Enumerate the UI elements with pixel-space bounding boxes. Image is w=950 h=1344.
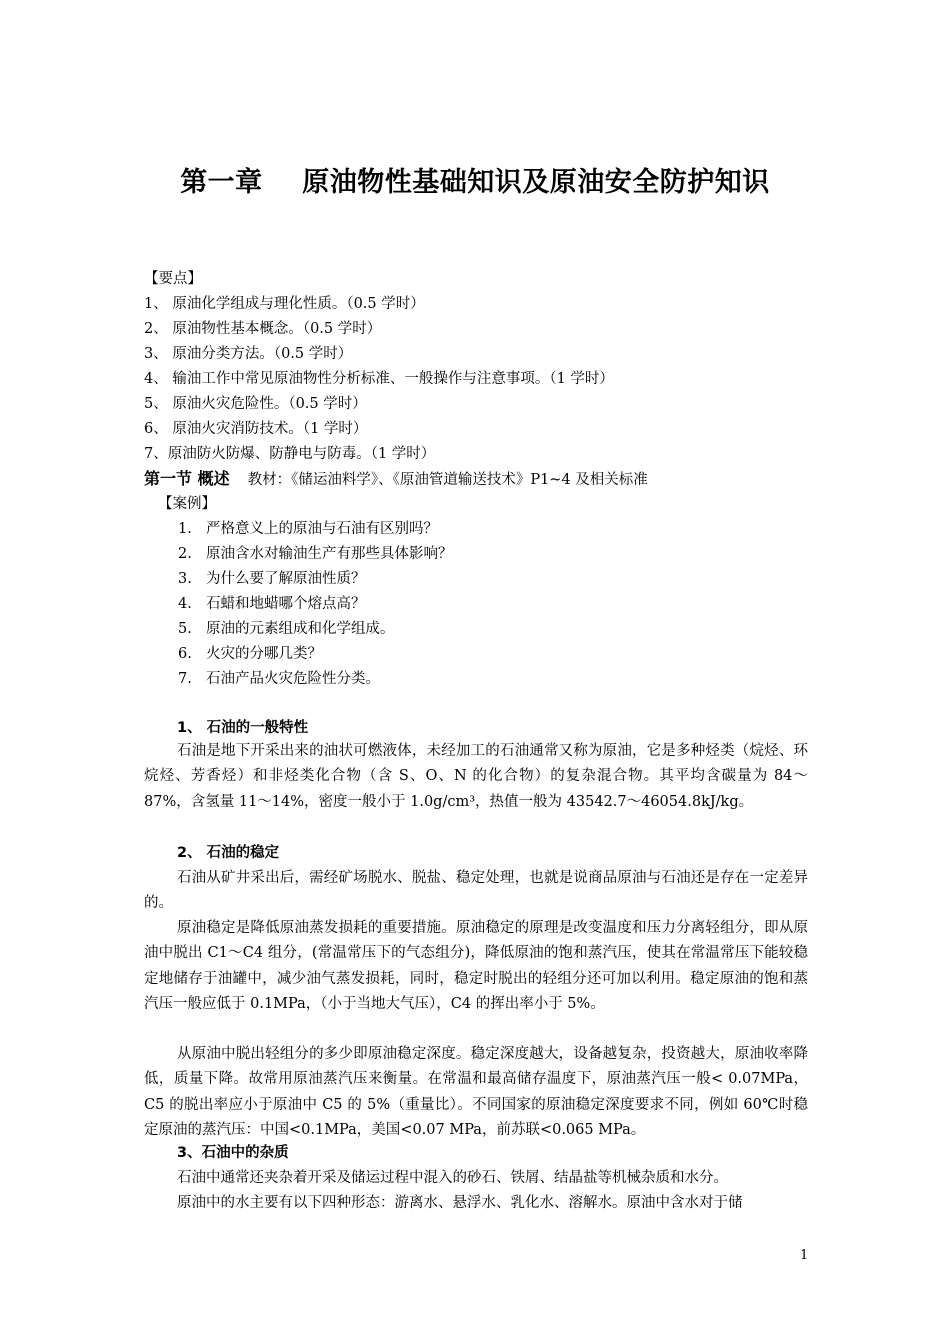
subsection-heading: 3、石油中的杂质 [177, 1145, 289, 1161]
key-point-item: 2、 原油物性基本概念。（0.5 学时） [144, 321, 382, 337]
subsection-heading: 1、 石油的一般特性 [177, 720, 309, 736]
case-item: 1. 严格意义上的原油与石油有区别吗？ [178, 521, 438, 537]
paragraph: 从原油中脱出轻组分的多少即原油稳定深度。稳定深度越大，设备越复杂，投资越大，原油收率降低，质量下降。故常用原油蒸汽压来衡量。在常温和最高储存温度下，原油蒸汽压一般< 0.07MPa，C5 的脱出率应小于原油中 C5 的 5%（重量比）。不同国家的原油稳定深度要求不同，例如 60℃时稳定原油的蒸汽压：中国<0.1MPa，美国<0.07 MPa，前苏联<0.065 MPa。 [144, 1046, 808, 1139]
case-item: 7. 石油产品火灾危险性分类。 [178, 671, 380, 687]
paragraph: 原油中的水主要有以下四种形态：游离水、悬浮水、乳化水、溶解水。原油中含水对于储 [177, 1195, 743, 1211]
case-item: 5. 原油的元素组成和化学组成。 [178, 621, 395, 637]
section-title: 第一节 概述 [144, 469, 230, 488]
chapter-title: 第一章 原油物性基础知识及原油安全防护知识 [180, 167, 770, 198]
key-point-item: 5、 原油火灾危险性。（0.5 学时） [144, 396, 367, 412]
paragraph: 石油从矿井采出后，需经矿场脱水、脱盐、稳定处理，也就是说商品原油与石油还是存在一定差异的。 [144, 870, 808, 912]
case-item: 3. 为什么要了解原油性质？ [178, 571, 366, 587]
case-item: 6. 火灾的分哪几类？ [178, 646, 322, 662]
paragraph: 石油中通常还夹杂着开采及储运过程中混入的砂石、铁屑、结晶盐等机械杂质和水分。 [177, 1170, 728, 1186]
subsection-heading: 2、 石油的稳定 [177, 845, 280, 861]
page-number: 1 [800, 1248, 809, 1263]
key-point-item: 6、 原油火灾消防技术。（1 学时） [144, 421, 368, 437]
case-item: 4. 石蜡和地蜡哪个熔点高？ [178, 596, 366, 612]
key-point-item: 3、 原油分类方法。（0.5 学时） [144, 346, 353, 362]
section-heading-line [144, 467, 648, 492]
section-reference: 教材：《储运油料学》、《原油管道输送技术》P1~4 及相关标准 [247, 472, 648, 488]
key-point-item: 1、 原油化学组成与理化性质。（0.5 学时） [144, 296, 425, 312]
paragraph: 原油稳定是降低原油蒸发损耗的重要措施。原油稳定的原理是改变温度和压力分离轻组分，即从原油中脱出 C1～C4 组分，(常温常压下的气态组分)，降低原油的饱和蒸汽压，使其在常温常压下能较稳定地储存于油罐中，减少油气蒸发损耗，同时，稳定时脱出的轻组分还可加以利用。稳定原油的饱和蒸汽压一般应低于 0.1MPa，（小于当地大气压），C4 的挥出率小于 5%。 [144, 920, 808, 1013]
case-item: 2. 原油含水对输油生产有那些具体影响？ [178, 546, 453, 562]
key-points-heading: 【要点】 [144, 271, 202, 287]
paragraph: 石油是地下开采出来的油状可燃液体，未经加工的石油通常又称为原油，它是多种烃类（烷烃、环烷烃、芳香烃）和非烃类化合物（含 S、O、N 的化合物）的复杂混合物。其平均含碳量为 84～87%，含氢量 11～14%，密度一般小于 1.0g/cm³，热值一般为 43542.7～46054.8kJ/kg。 [144, 743, 808, 810]
key-point-item: 7、原油防火防爆、防静电与防毒。（1 学时） [144, 446, 436, 462]
key-point-item: 4、 输油工作中常见原油物性分析标准、一般操作与注意事项。（1 学时） [144, 371, 614, 387]
cases-heading: 【案例】 [158, 496, 216, 512]
